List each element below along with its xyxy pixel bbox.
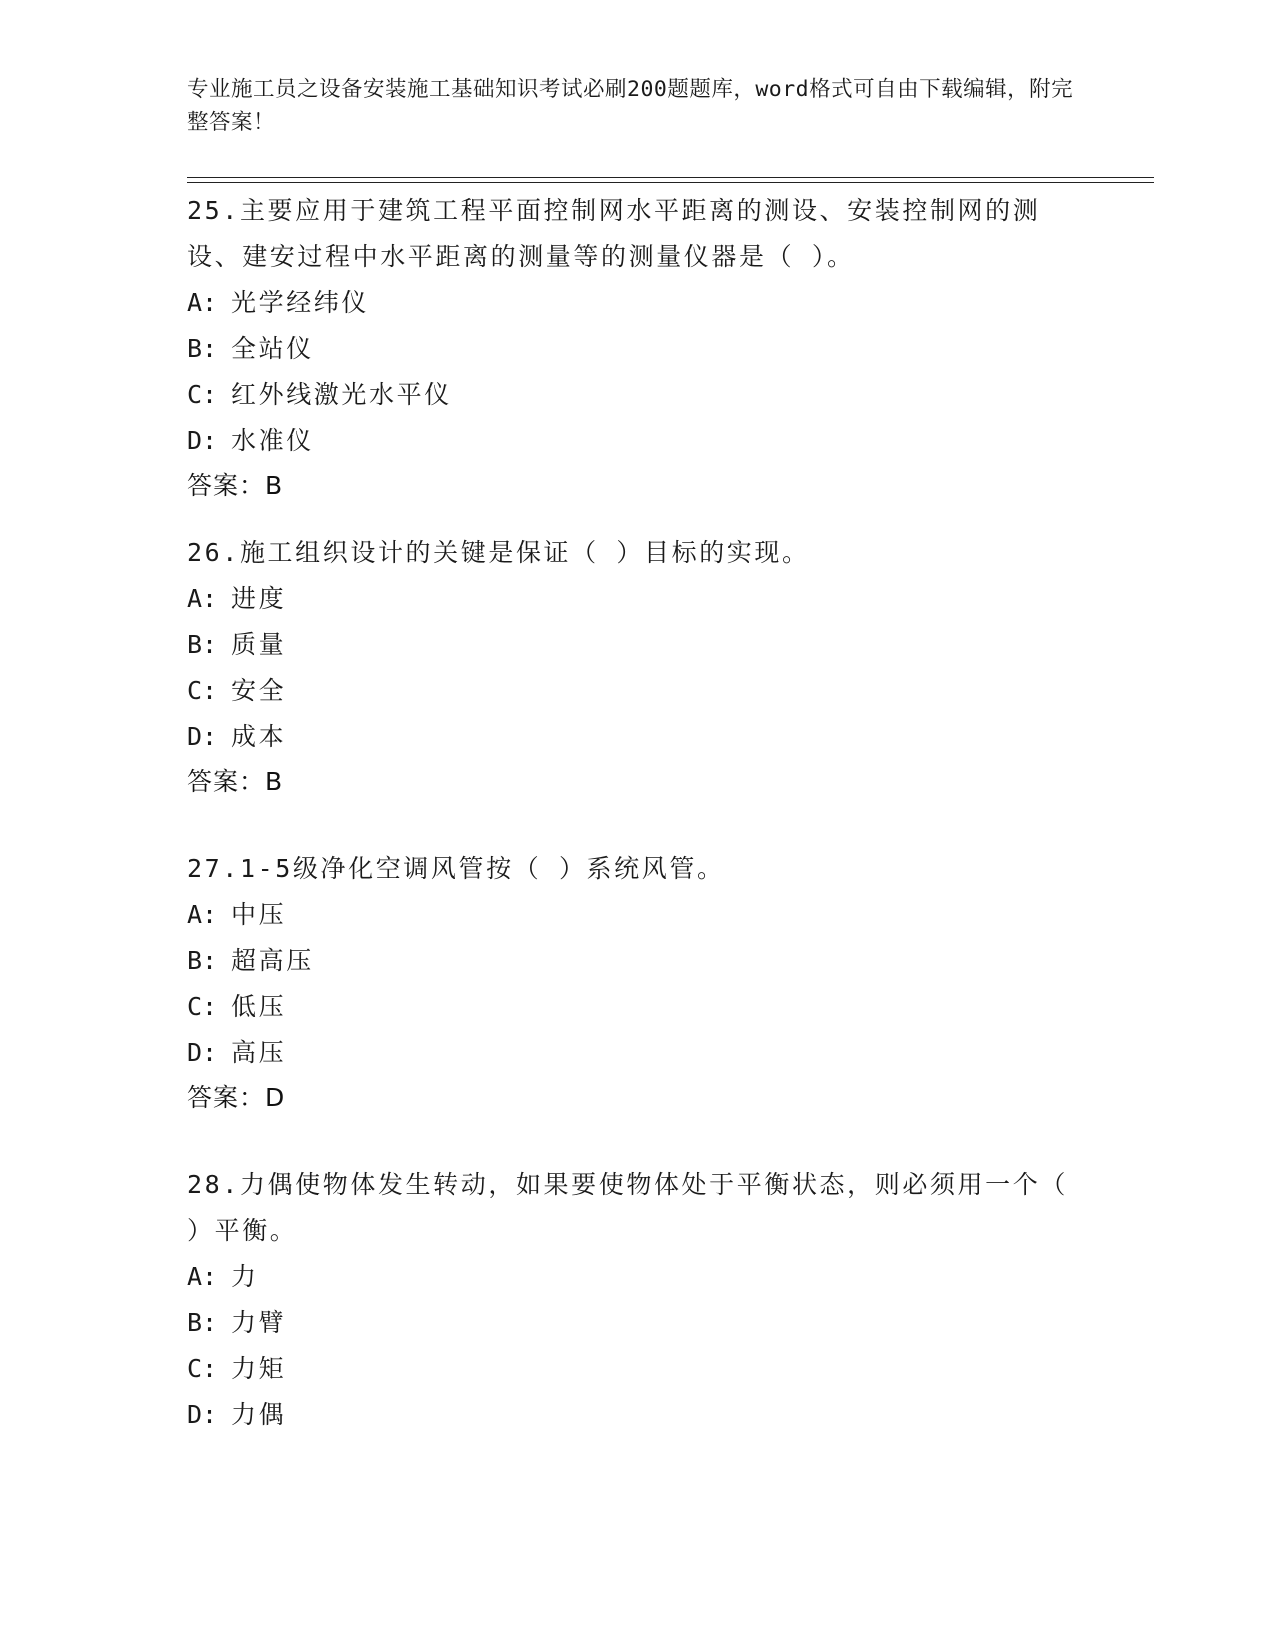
option-a bbox=[187, 280, 1087, 326]
answer-line bbox=[187, 760, 1087, 804]
option-letter: B: bbox=[187, 334, 218, 363]
option-text: 力偶 bbox=[231, 1400, 287, 1429]
option-text: 高压 bbox=[231, 1038, 287, 1067]
answer-line bbox=[187, 464, 1087, 508]
option-text: 安全 bbox=[231, 676, 287, 705]
option-text: 超高压 bbox=[231, 946, 314, 975]
option-b bbox=[187, 938, 1087, 984]
option-a bbox=[187, 892, 1087, 938]
option-letter: D: bbox=[187, 1400, 218, 1429]
answer-label: 答案： bbox=[187, 1083, 266, 1112]
option-text: 成本 bbox=[231, 722, 287, 751]
option-letter: A: bbox=[187, 1262, 218, 1291]
option-text: 力 bbox=[231, 1262, 259, 1291]
option-c bbox=[187, 372, 1087, 418]
question-stem: 25.主要应用于建筑工程平面控制网水平距离的测设、安装控制网的测设、建安过程中水平距离的测量等的测量仪器是（ ）。 bbox=[187, 196, 1041, 271]
option-c bbox=[187, 984, 1087, 1030]
option-text: 中压 bbox=[231, 900, 287, 929]
question-25 bbox=[187, 188, 1087, 508]
option-letter: C: bbox=[187, 380, 218, 409]
option-text: 光学经纬仪 bbox=[231, 288, 370, 317]
option-c bbox=[187, 668, 1087, 714]
option-letter: B: bbox=[187, 946, 218, 975]
answer-label: 答案： bbox=[187, 471, 266, 500]
option-text: 力矩 bbox=[231, 1354, 287, 1383]
option-letter: C: bbox=[187, 676, 218, 705]
option-text: 质量 bbox=[231, 630, 287, 659]
option-letter: A: bbox=[187, 900, 218, 929]
option-letter: D: bbox=[187, 426, 218, 455]
option-text: 水准仪 bbox=[231, 426, 314, 455]
option-letter: D: bbox=[187, 1038, 218, 1067]
question-stem: 28.力偶使物体发生转动，如果要使物体处于平衡状态，则必须用一个（ ）平衡。 bbox=[187, 1170, 1068, 1245]
document-header: 专业施工员之设备安装施工基础知识考试必刷200题题库，word格式可自由下载编辑，附完整答案！ bbox=[187, 77, 1074, 135]
option-letter: D: bbox=[187, 722, 218, 751]
question-stem: 26.施工组织设计的关键是保证（ ）目标的实现。 bbox=[187, 538, 810, 567]
option-letter: A: bbox=[187, 288, 218, 317]
answer-value: B bbox=[265, 767, 284, 796]
option-letter: C: bbox=[187, 1354, 218, 1383]
option-d bbox=[187, 418, 1087, 464]
header-divider-bottom bbox=[187, 182, 1154, 183]
option-d bbox=[187, 1392, 1087, 1438]
option-d bbox=[187, 714, 1087, 760]
option-letter: B: bbox=[187, 1308, 218, 1337]
answer-value: D bbox=[265, 1083, 286, 1112]
option-text: 红外线激光水平仪 bbox=[231, 380, 452, 409]
option-a bbox=[187, 1254, 1087, 1300]
question-26 bbox=[187, 530, 1087, 804]
option-letter: A: bbox=[187, 584, 218, 613]
answer-label: 答案： bbox=[187, 767, 266, 796]
option-b bbox=[187, 326, 1087, 372]
option-letter: B: bbox=[187, 630, 218, 659]
question-stem: 27.1-5级净化空调风管按（ ）系统风管。 bbox=[187, 854, 725, 883]
question-27 bbox=[187, 846, 1087, 1120]
option-b bbox=[187, 622, 1087, 668]
header-divider-top bbox=[187, 177, 1154, 178]
answer-value: B bbox=[265, 471, 284, 500]
option-letter: C: bbox=[187, 992, 218, 1021]
option-text: 全站仪 bbox=[231, 334, 314, 363]
option-c bbox=[187, 1346, 1087, 1392]
option-text: 低压 bbox=[231, 992, 287, 1021]
option-a bbox=[187, 576, 1087, 622]
option-b bbox=[187, 1300, 1087, 1346]
question-28 bbox=[187, 1162, 1087, 1438]
option-d bbox=[187, 1030, 1087, 1076]
option-text: 力臂 bbox=[231, 1308, 287, 1337]
answer-line bbox=[187, 1076, 1087, 1120]
option-text: 进度 bbox=[231, 584, 287, 613]
